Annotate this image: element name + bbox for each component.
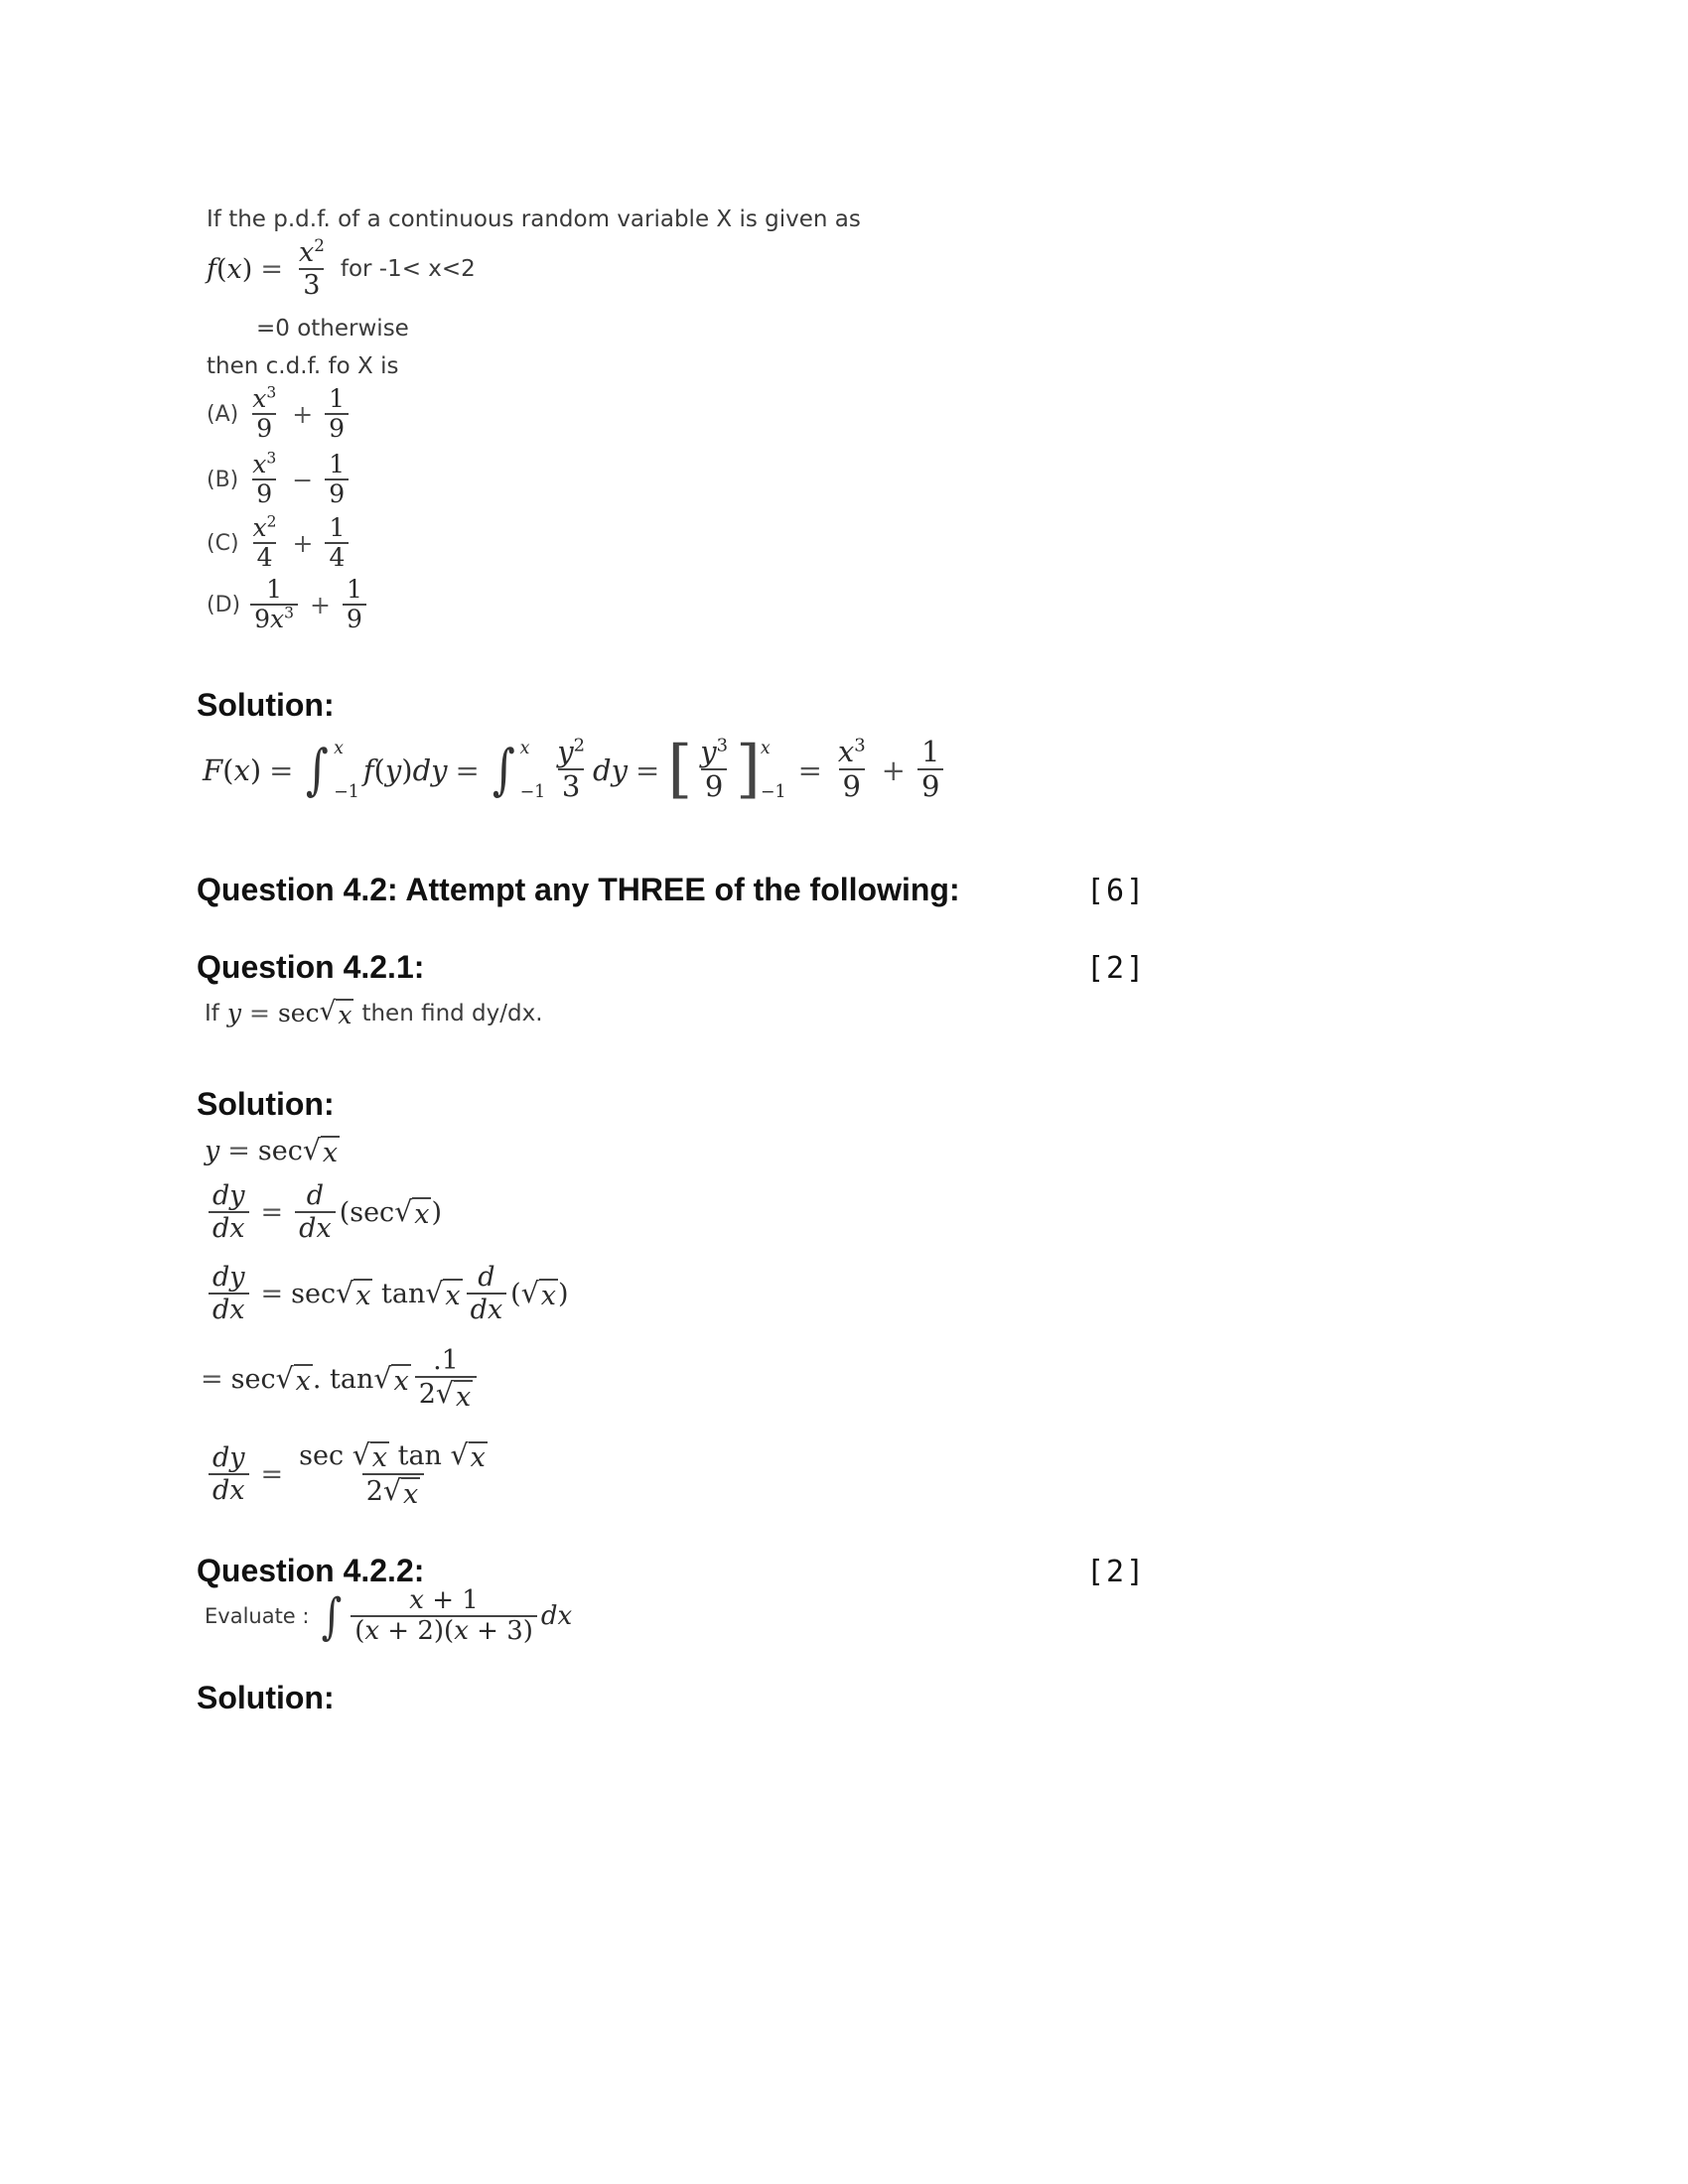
question-4-2-2-heading: Question 4.2.2: — [197, 1553, 425, 1588]
option-a-formula: $\frac{x^3}{9}$ + $\frac{1}{9}$ — [244, 385, 352, 443]
question-4-2-2-marks: [2] — [1086, 1555, 1147, 1589]
option-c-formula: $\frac{x^2}{4}$ + $\frac{1}{4}$ — [245, 514, 353, 572]
pdf-condition: for -1< x<2 — [340, 256, 476, 283]
prompt-prefix: If — [205, 1000, 219, 1026]
option-c-label: (C) — [207, 530, 239, 556]
question-4-2-2-prompt — [205, 1586, 572, 1646]
option-d-label: (D) — [207, 592, 241, 617]
solution-4-2-1-label: Solution: — [197, 1086, 335, 1122]
pdf-otherwise: =0 otherwise — [256, 316, 409, 341]
option-d-formula: $\frac{1}{9x^3}$ + $\frac{1}{9}$ — [246, 576, 370, 633]
option-c — [207, 514, 352, 572]
prompt-formula: y = sec √ x — [226, 997, 352, 1029]
pdf-definition — [207, 235, 476, 301]
derivation-line-1: y = sec √ x — [205, 1134, 339, 1168]
option-b — [207, 451, 352, 508]
evaluate-prefix: Evaluate : — [205, 1604, 310, 1629]
solution-cdf-equation: F ( x ) = ∫ x −1 f ( y ) dy = ∫ x −1 $\frac{y^2}{3}$ dy = [ $\frac{y^3}{9}$ ] x −1 = $\frac{x^3}{9}$ + $\frac{1}{9}$ — [203, 737, 947, 803]
option-b-label: (B) — [207, 467, 239, 492]
question-4-2-1-marks: [2] — [1086, 951, 1147, 986]
option-a — [207, 385, 352, 443]
integral-formula: ∫ $\frac{x + 1}{(x + 2)(x + 3)}$ dx — [322, 1585, 573, 1646]
prompt-suffix: then find dy/dx. — [361, 1000, 543, 1026]
option-b-formula: $\frac{x^3}{9}$ − $\frac{1}{9}$ — [244, 451, 352, 508]
question-4-2-heading: Question 4.2: Attempt any THREE of the following: — [197, 872, 960, 907]
question-4-2-marks: [6] — [1086, 874, 1147, 908]
solution-label: Solution: — [197, 687, 335, 723]
cdf-prompt: then c.d.f. fo X is — [207, 353, 399, 379]
solution-4-2-2-label: Solution: — [197, 1680, 335, 1715]
option-a-label: (A) — [207, 401, 239, 427]
derivation-line-4: = sec √ x . tan √ x .1 2 √ x — [201, 1346, 481, 1413]
question-4-2-1-prompt — [205, 997, 543, 1029]
derivation-line-2: $\frac{dy}{dx}$ = $\frac{d}{dx}$ (sec √ x ) — [205, 1181, 442, 1244]
question-4-2-1-heading: Question 4.2.1: — [197, 949, 425, 985]
option-d — [207, 576, 370, 633]
question-intro: If the p.d.f. of a continuous random variable X is given as — [207, 206, 861, 232]
pdf-formula: f ( x ) = $\frac{x^2}{3}$ — [207, 235, 325, 301]
derivation-line-5: $\frac{dy}{dx}$ = sec √ x tan √ x 2 √ x — [205, 1439, 495, 1510]
derivation-line-3: $\frac{dy}{dx}$ = sec √ x tan √ x $\frac{d}{dx}$ ( √ x ) — [205, 1263, 569, 1325]
